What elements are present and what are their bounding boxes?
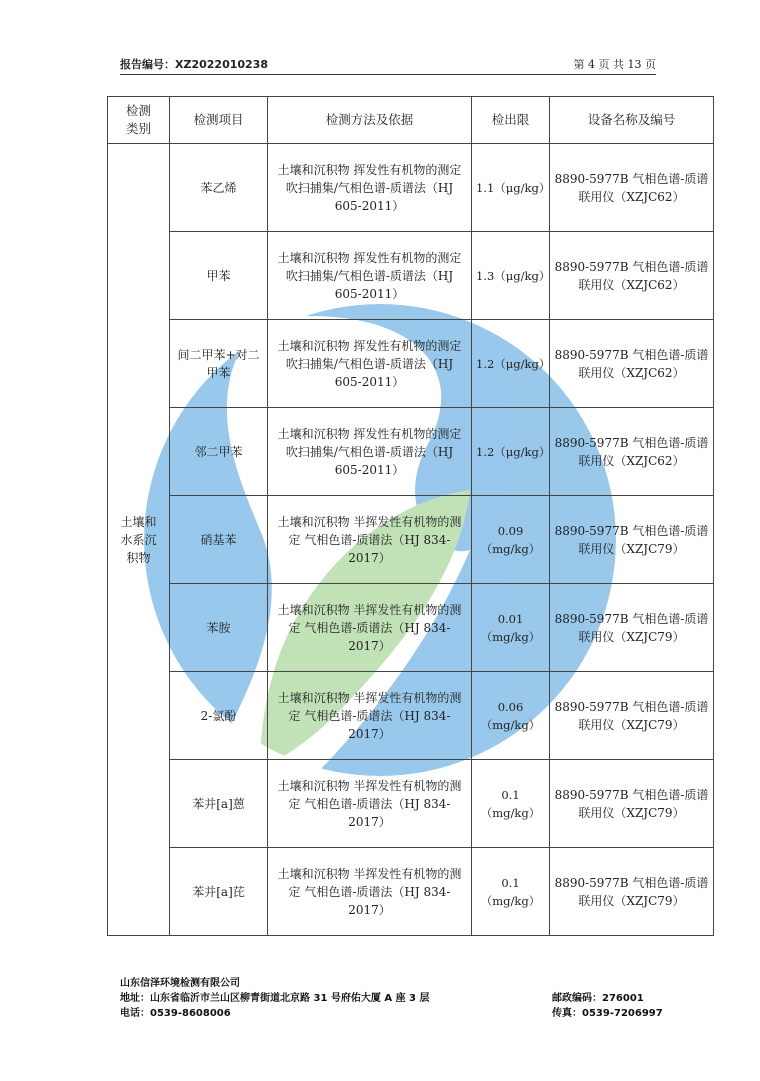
company-address: 地址：山东省临沂市兰山区柳青街道北京路 31 号府佑大厦 A 座 3 层 xyxy=(120,993,430,1004)
method-cell: 土壤和沉积物 半挥发性有机物的测定 气相色谱-质谱法（HJ 834-2017） xyxy=(268,760,472,848)
equipment-cell: 8890-5977B 气相色谱-质谱联用仪（XZJC79） xyxy=(550,496,714,584)
limit-cell: 1.2（μg/kg） xyxy=(472,320,550,408)
limit-cell: 1.1（μg/kg） xyxy=(472,144,550,232)
column-header-limit: 检出限 xyxy=(472,97,550,144)
company-phone: 电话：0539-8608006 xyxy=(120,1008,231,1019)
table-header-row xyxy=(108,97,714,144)
item-cell: 邻二甲苯 xyxy=(170,408,268,496)
table-row xyxy=(108,848,714,936)
table-row xyxy=(108,232,714,320)
table-row xyxy=(108,144,714,232)
method-cell: 土壤和沉积物 半挥发性有机物的测定 气相色谱-质谱法（HJ 834-2017） xyxy=(268,672,472,760)
equipment-cell: 8890-5977B 气相色谱-质谱联用仪（XZJC62） xyxy=(550,144,714,232)
equipment-cell: 8890-5977B 气相色谱-质谱联用仪（XZJC62） xyxy=(550,320,714,408)
item-cell: 苯并[a]芘 xyxy=(170,848,268,936)
table-row xyxy=(108,496,714,584)
item-cell: 苯乙烯 xyxy=(170,144,268,232)
company-fax: 传真：0539-7206997 xyxy=(552,1008,663,1019)
method-cell: 土壤和沉积物 挥发性有机物的测定 吹扫捕集/气相色谱-质谱法（HJ 605-2011） xyxy=(268,232,472,320)
limit-cell: 1.3（μg/kg） xyxy=(472,232,550,320)
method-cell: 土壤和沉积物 半挥发性有机物的测定 气相色谱-质谱法（HJ 834-2017） xyxy=(268,848,472,936)
item-cell: 间二甲苯+对二甲苯 xyxy=(170,320,268,408)
page-header xyxy=(120,56,656,76)
method-cell: 土壤和沉积物 挥发性有机物的测定 吹扫捕集/气相色谱-质谱法（HJ 605-2011） xyxy=(268,320,472,408)
equipment-cell: 8890-5977B 气相色谱-质谱联用仪（XZJC79） xyxy=(550,848,714,936)
limit-cell: 0.01 （mg/kg） xyxy=(472,584,550,672)
limit-cell: 0.09 （mg/kg） xyxy=(472,496,550,584)
company-name: 山东信泽环境检测有限公司 xyxy=(120,978,240,989)
column-header-method: 检测方法及依据 xyxy=(268,97,472,144)
limit-cell: 0.1（mg/kg） xyxy=(472,848,550,936)
column-header-item: 检测项目 xyxy=(170,97,268,144)
limit-cell: 0.1（mg/kg） xyxy=(472,760,550,848)
equipment-cell: 8890-5977B 气相色谱-质谱联用仪（XZJC79） xyxy=(550,760,714,848)
item-cell: 甲苯 xyxy=(170,232,268,320)
limit-cell: 0.06 （mg/kg） xyxy=(472,672,550,760)
column-header-category: 检测 类别 xyxy=(108,97,170,144)
test-methods-table xyxy=(107,96,714,936)
report-number: 报告编号：XZ2022010238 xyxy=(120,58,268,71)
table-row xyxy=(108,408,714,496)
method-cell: 土壤和沉积物 半挥发性有机物的测定 气相色谱-质谱法（HJ 834-2017） xyxy=(268,584,472,672)
equipment-cell: 8890-5977B 气相色谱-质谱联用仪（XZJC79） xyxy=(550,584,714,672)
page-footer xyxy=(120,976,663,1021)
table-row xyxy=(108,760,714,848)
category-cell: 土壤和 水系沉 积物 xyxy=(108,144,170,936)
method-cell: 土壤和沉积物 挥发性有机物的测定 吹扫捕集/气相色谱-质谱法（HJ 605-2011） xyxy=(268,408,472,496)
header-divider xyxy=(120,74,656,75)
item-cell: 苯并[a]蒽 xyxy=(170,760,268,848)
method-cell: 土壤和沉积物 半挥发性有机物的测定 气相色谱-质谱法（HJ 834-2017） xyxy=(268,496,472,584)
item-cell: 苯胺 xyxy=(170,584,268,672)
table-row xyxy=(108,584,714,672)
equipment-cell: 8890-5977B 气相色谱-质谱联用仪（XZJC62） xyxy=(550,232,714,320)
item-cell: 硝基苯 xyxy=(170,496,268,584)
table-row xyxy=(108,672,714,760)
table-row xyxy=(108,320,714,408)
company-postcode: 邮政编码：276001 xyxy=(552,993,644,1004)
method-cell: 土壤和沉积物 挥发性有机物的测定 吹扫捕集/气相色谱-质谱法（HJ 605-2011） xyxy=(268,144,472,232)
column-header-equipment: 设备名称及编号 xyxy=(550,97,714,144)
equipment-cell: 8890-5977B 气相色谱-质谱联用仪（XZJC62） xyxy=(550,408,714,496)
page-number: 第 4 页 共 13 页 xyxy=(573,58,656,71)
item-cell: 2-氯酚 xyxy=(170,672,268,760)
limit-cell: 1.2（μg/kg） xyxy=(472,408,550,496)
equipment-cell: 8890-5977B 气相色谱-质谱联用仪（XZJC79） xyxy=(550,672,714,760)
